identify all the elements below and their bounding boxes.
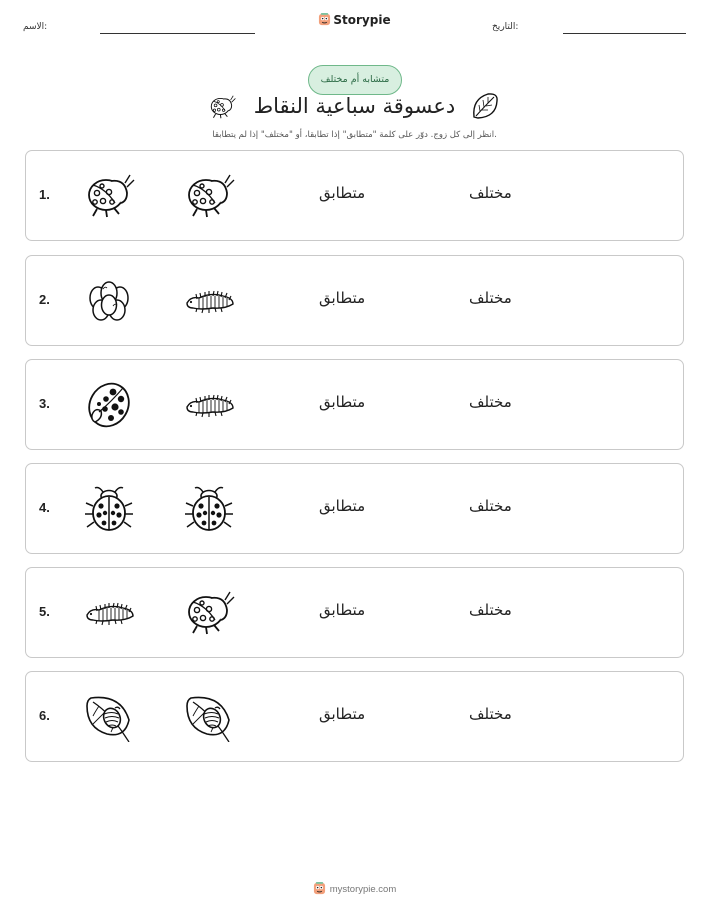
question-number: 1.	[39, 187, 50, 202]
leaf-title-icon	[470, 91, 500, 121]
different-option[interactable]: مختلف	[469, 601, 512, 619]
storypie-logo-icon	[313, 882, 326, 895]
footer-site[interactable]: mystorypie.com	[329, 884, 397, 895]
different-option[interactable]: مختلف	[469, 184, 512, 202]
pupa-on-leaf-icon	[181, 692, 237, 742]
ladybug-top-icon	[81, 380, 137, 430]
different-option[interactable]: مختلف	[469, 289, 512, 307]
question-row-5	[25, 567, 684, 658]
question-number: 6.	[39, 708, 50, 723]
larva-icon	[81, 588, 137, 638]
same-option[interactable]: متطابق	[319, 393, 366, 411]
brand-name: Storypie	[333, 13, 391, 27]
question-row-6	[25, 671, 684, 762]
same-option[interactable]: متطابق	[319, 705, 366, 723]
larva-icon	[181, 276, 237, 326]
brand-logo	[0, 13, 709, 27]
same-option[interactable]: متطابق	[319, 289, 366, 307]
name-label: الاسم:	[23, 22, 48, 32]
ladybug-side-icon	[181, 588, 237, 638]
footer	[0, 882, 709, 895]
question-row-3	[25, 359, 684, 450]
question-row-4	[25, 463, 684, 554]
question-number: 4.	[39, 500, 50, 515]
question-number: 5.	[39, 604, 50, 619]
page-title: دعسوقة سباعية النقاط	[253, 94, 456, 118]
ladybug-side-icon	[81, 171, 137, 221]
worksheet-tag: متشابه أم مختلف	[308, 65, 402, 95]
instructions: انظر إلى كل زوج. دوّر على كلمة "متطابق" إذا تطابقا، أو "مختلف" إذا لم يتطابقا.	[212, 130, 497, 140]
different-option[interactable]: مختلف	[469, 705, 512, 723]
question-row-1	[25, 150, 684, 241]
question-number: 2.	[39, 292, 50, 307]
question-row-2	[25, 255, 684, 346]
question-number: 3.	[39, 396, 50, 411]
same-option[interactable]: متطابق	[319, 497, 366, 515]
same-option[interactable]: متطابق	[319, 184, 366, 202]
different-option[interactable]: مختلف	[469, 497, 512, 515]
storypie-logo-icon	[318, 13, 331, 26]
different-option[interactable]: مختلف	[469, 393, 512, 411]
date-line[interactable]	[563, 33, 686, 34]
same-option[interactable]: متطابق	[319, 601, 366, 619]
ladybug-front-icon	[181, 484, 237, 534]
name-line[interactable]	[100, 33, 255, 34]
larva-icon	[181, 380, 237, 430]
egg-cluster-icon	[81, 276, 137, 326]
ladybug-front-icon	[81, 484, 137, 534]
pupa-on-leaf-icon	[81, 692, 137, 742]
date-label: التاريخ:	[492, 22, 519, 32]
ladybug-side-icon	[181, 171, 237, 221]
